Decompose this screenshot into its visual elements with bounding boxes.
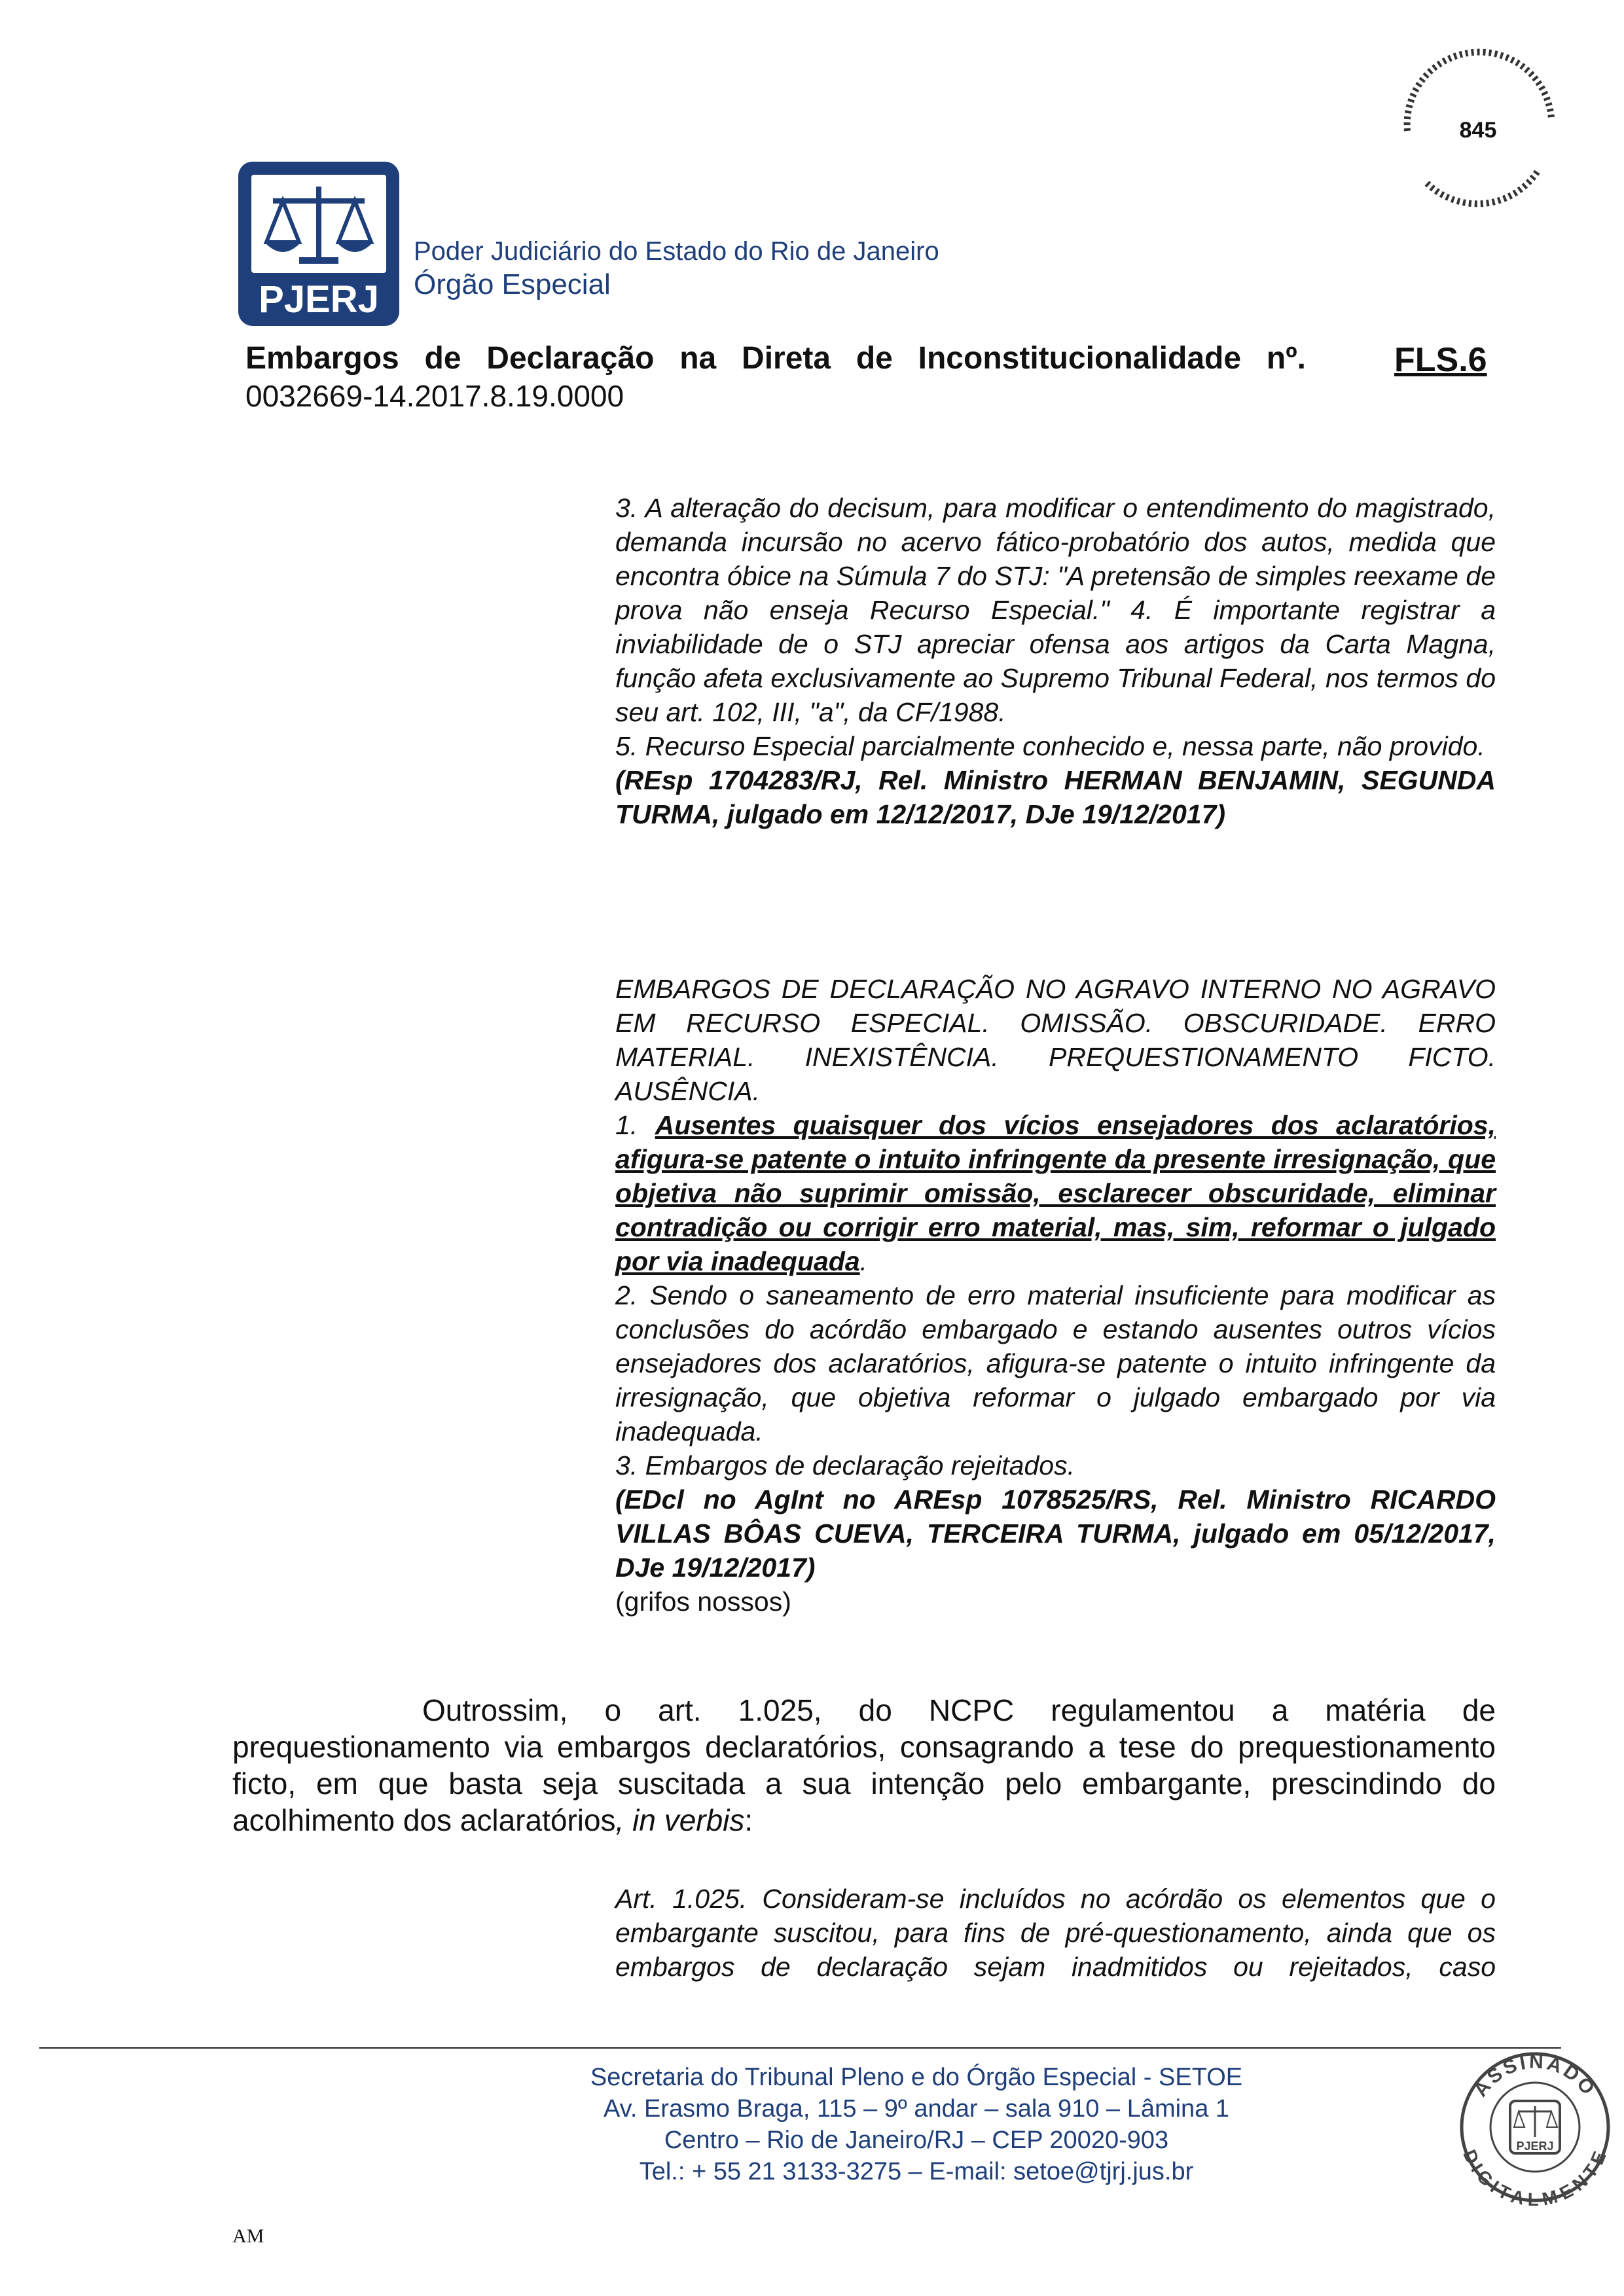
svg-text:DIGITALMENTE [1459,2147,1610,2206]
pjerj-logo [237,160,401,327]
legal-article-quote [615,1882,1496,1984]
case-number: 0032669-14.2017.8.19.0000 [245,379,624,413]
page-folio: FLS.6 [1394,341,1487,379]
body-paragraph-end: : [744,1803,753,1837]
article-1025-text: Art. 1.025. Consideram-se incluídos no acórdão os elementos que o embargante suscitou, para fins de pré-questionamento, ainda que os embargos de declaração sejam inadmitidos ou rejeitados, caso [615,1884,1496,1982]
digital-signature-stamp [1456,2049,1614,2206]
footer-line-3: Centro – Rio de Janeiro/RJ – CEP 20020-903 [664,2126,1169,2154]
court-seal-stamp [1381,33,1578,216]
body-paragraph [232,1692,1496,1839]
footer-address [458,2062,1375,2187]
quote2-heading: EMBARGOS DE DECLARAÇÃO NO AGRAVO INTERNO NO AGRAVO EM RECURSO ESPECIAL. OMISSÃO. OBSCURIDADE. ERRO MATERIAL. INEXISTÊNCIA. PREQUESTIONAMENTO FICTO. AUSÊNCIA. [615,974,1496,1106]
body-paragraph-italic: , in verbis [615,1803,745,1837]
body-paragraph-text: Outrossim, o art. 1.025, do NCPC regulamentou a matéria de prequestionamento via embargos declaratórios, consagrando a tese do prequestionamento ficto, em que basta seja suscitada a sua intenção pelo embargante, prescindindo do acolhimento dos aclaratórios [232,1693,1496,1837]
footer-line-1: Secretaria do Tribunal Pleno e do Órgão Especial - SETOE [590,2064,1243,2091]
stamp-bottom-text: DIGITALMENTE [1459,2146,1611,2206]
case-title: Embargos de Declaração na Direta de Inconstitucionalidade nº. [245,341,1306,376]
quote2-note: (grifos nossos) [615,1587,791,1617]
quote2-p1-emphasis: Ausentes quaisquer dos vícios ensejadores dos aclaratórios, afigura-se patente o intuito infringente da presente irresignação, que objetiva não suprimir omissão, esclarecer obscuridade, eliminar contradição ou corrigir erro material, mas, sim, reformar o julgado por via inadequada [615,1110,1496,1276]
stamp-logo-text: PJERJ [1516,2140,1554,2153]
quote2-p1-end: . [859,1246,868,1276]
quote2-p1-number: 1. [615,1110,638,1140]
jurisprudence-quote-2 [615,972,1496,1619]
author-initials: AM [232,2225,264,2247]
logo-text: PJERJ [259,278,379,321]
footer-line-4: Tel.: + 55 21 3133-3275 – E-mail: setoe@tjrj.jus.br [639,2158,1194,2185]
quote1-paragraph-1: 3. A alteração do decisum, para modificar o entendimento do magistrado, demanda incursão no acervo fático-probatório dos autos, medida que encontra óbice na Súmula 7 do STJ: "A pretensão de simples reexame de prova não enseja Recurso Especial." 4. É importante registrar a inviabilidade de o STJ apreciar ofensa aos artigos da Carta Magna, função afeta exclusivamente ao Supremo Tribunal Federal, nos termos do seu art. 102, III, "a", da CF/1988. [615,493,1496,727]
quote1-paragraph-2: 5. Recurso Especial parcialmente conhecido e, nessa parte, não provido. [615,731,1485,761]
quote2-paragraph-3: 3. Embargos de declaração rejeitados. [615,1450,1075,1480]
svg-text:ASSINADO [1470,2051,1600,2101]
footer-line-2: Av. Erasmo Braga, 115 – 9º andar – sala 910 – Lâmina 1 [603,2095,1230,2123]
quote2-paragraph-2: 2. Sendo o saneamento de erro material insuficiente para modificar as conclusões do acórdão embargado e estando ausentes outros vícios ensejadores dos aclaratórios, afigura-se patente o intuito infringente da irresignação, que objetiva reformar o julgado embargado por via inadequada. [615,1280,1496,1446]
quote2-paragraph-1 [615,1108,1496,1278]
org-name: Poder Judiciário do Estado do Rio de Janeiro [414,237,939,266]
org-division: Órgão Especial [414,268,611,300]
stamp-top-text: ASSINADO [1470,2051,1600,2101]
jurisprudence-quote-1 [615,491,1496,831]
quote2-citation: (EDcl no AgInt no AREsp 1078525/RS, Rel. Ministro RICARDO VILLAS BÔAS CUEVA, TERCEIRA TURMA, julgado em 05/12/2017, DJe 19/12/2017) [615,1484,1496,1583]
seal-number: 845 [1459,118,1497,143]
quote1-citation: (REsp 1704283/RJ, Rel. Ministro HERMAN BENJAMIN, SEGUNDA TURMA, julgado em 12/12/2017, DJe 19/12/2017) [615,765,1496,829]
footer-divider [39,2047,1561,2049]
